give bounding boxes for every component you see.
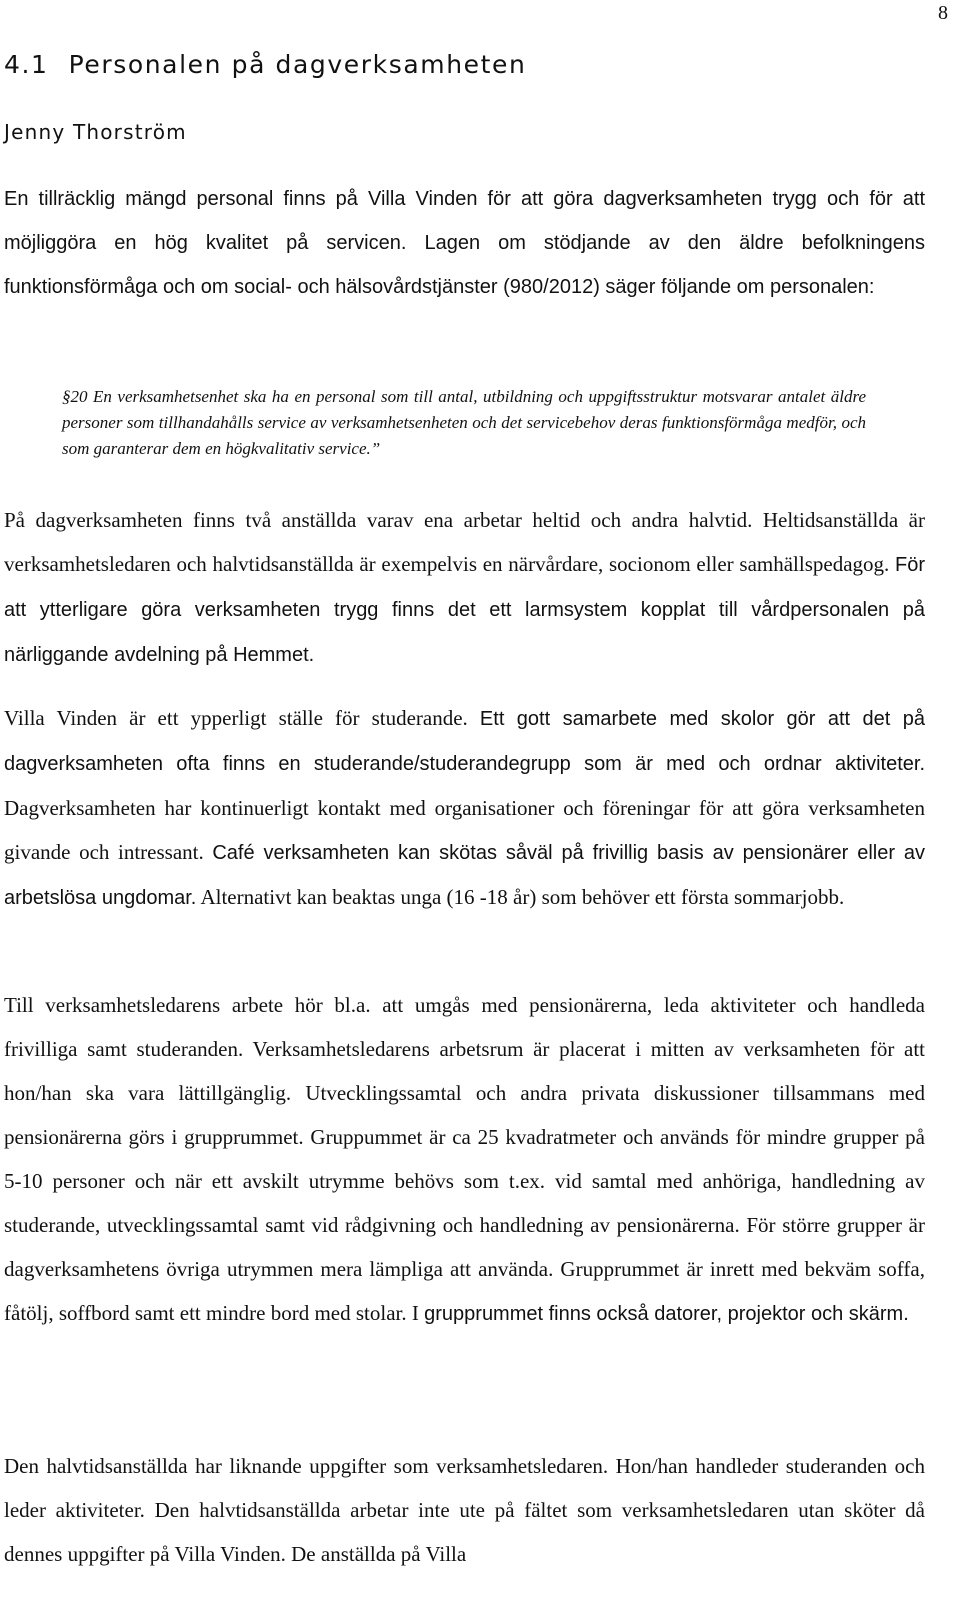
paragraph-students-part-d: Café verksamheten kan skötas såväl på frivillig basis av pensionärer eller av arbetslösa ungdomar. <box>4 842 926 909</box>
paragraph-intro-part-b: Lagen om stödjande av den äldre befolkningens funktionsförmåga och om social- och hälsovårdstjänster (980/2012) säger följande om personalen: <box>4 232 926 298</box>
paragraph-staff <box>4 498 925 677</box>
paragraph-staff-part-a: På dagverksamheten finns två anställda varav ena arbetar heltid och andra halvtid. Heltidsanställda är verksamhetsledaren och halvtidsanställda är exempelvis en närvårdare, socionom eller samhällspedagog. <box>4 508 925 576</box>
page-number: 8 <box>938 2 948 24</box>
paragraph-manager-part-b: grupprummet finns också datorer, projektor och skärm. <box>424 1303 909 1325</box>
paragraph-students-part-e: Alternativt kan beaktas unga (16 -18 år) som behöver ett första sommarjobb. <box>200 885 845 909</box>
section-title: Personalen på dagverksamheten <box>68 50 527 79</box>
paragraph-staff-part-b: För att ytterligare göra verksamheten trygg finns det ett larmsystem kopplat till vårdpersonalen på närliggande avdelning på Hemmet. <box>4 554 925 666</box>
paragraph-students-part-a: Villa Vinden är ett ypperligt ställe för studerande. <box>4 706 468 730</box>
law-quote: §20 En verksamhetsenhet ska ha en personal som till antal, utbildning och uppgiftsstruktur motsvarar antalet äldre personer som tillhandahålls service av verksamhetsenheten och det servicebehov deras funktionsförmåga medför, och som garanterar dem en högkvalitativ service.” <box>62 387 866 458</box>
section-number: 4.1 <box>4 50 49 79</box>
paragraph-manager <box>4 983 925 1336</box>
paragraph-intro-part-a: En tillräcklig mängd personal finns på Villa Vinden för att göra dagverksamheten trygg och för att möjliggöra en hög kvalitet på servicen. <box>4 188 925 254</box>
paragraph-students <box>4 696 925 920</box>
section-author: Jenny Thorström <box>4 120 187 144</box>
paragraph-manager-part-a: Till verksamhetsledarens arbete hör bl.a. att umgås med pensionärerna, leda aktiviteter och handleda frivilliga samt studeranden. Verksamhetsledarens arbetsrum är placerat i mitten av verksamheten för att hon/han ska vara lättillgänglig. Utvecklingssamtal och andra privata diskussioner tillsammans med pensionärerna görs i grupprummet. Gruppummet är ca 25 kvadratmeter och används för mindre grupper på 5-10 personer och när ett avskilt utrymme behövs som t.ex. vid samtal med anhöriga, handledning av studerande, utvecklingssamtal samt vid rådgivning och handledning av pensionärerna. För större grupper är dagverksamhetens övriga utrymmen mera lämpliga att använda. Grupprummet är inrett med bekväm soffa, fåtölj, soffbord samt ett mindre bord med stolar. I <box>4 993 925 1325</box>
paragraph-students-part-c: Dagverksamheten har kontinuerligt kontakt med organisationer och föreningar för att göra verksamheten givande och intressant. <box>4 796 925 864</box>
paragraph-students-part-b: Ett gott samarbete med skolor gör att det på dagverksamheten ofta finns en studerande/studerandegrupp som är med och ordnar aktiviteter. <box>4 708 925 775</box>
paragraph-intro <box>4 177 925 309</box>
paragraph-part-time: Den halvtidsanställda har liknande uppgifter som verksamhetsledaren. Hon/han handleder studeranden och leder aktiviteter. Den halvtidsanställda arbetar inte ute på fältet som verksamhetsledaren utan sköter då dennes uppgifter på Villa Vinden. De anställda på Villa <box>4 1454 925 1566</box>
section-heading <box>4 50 527 79</box>
